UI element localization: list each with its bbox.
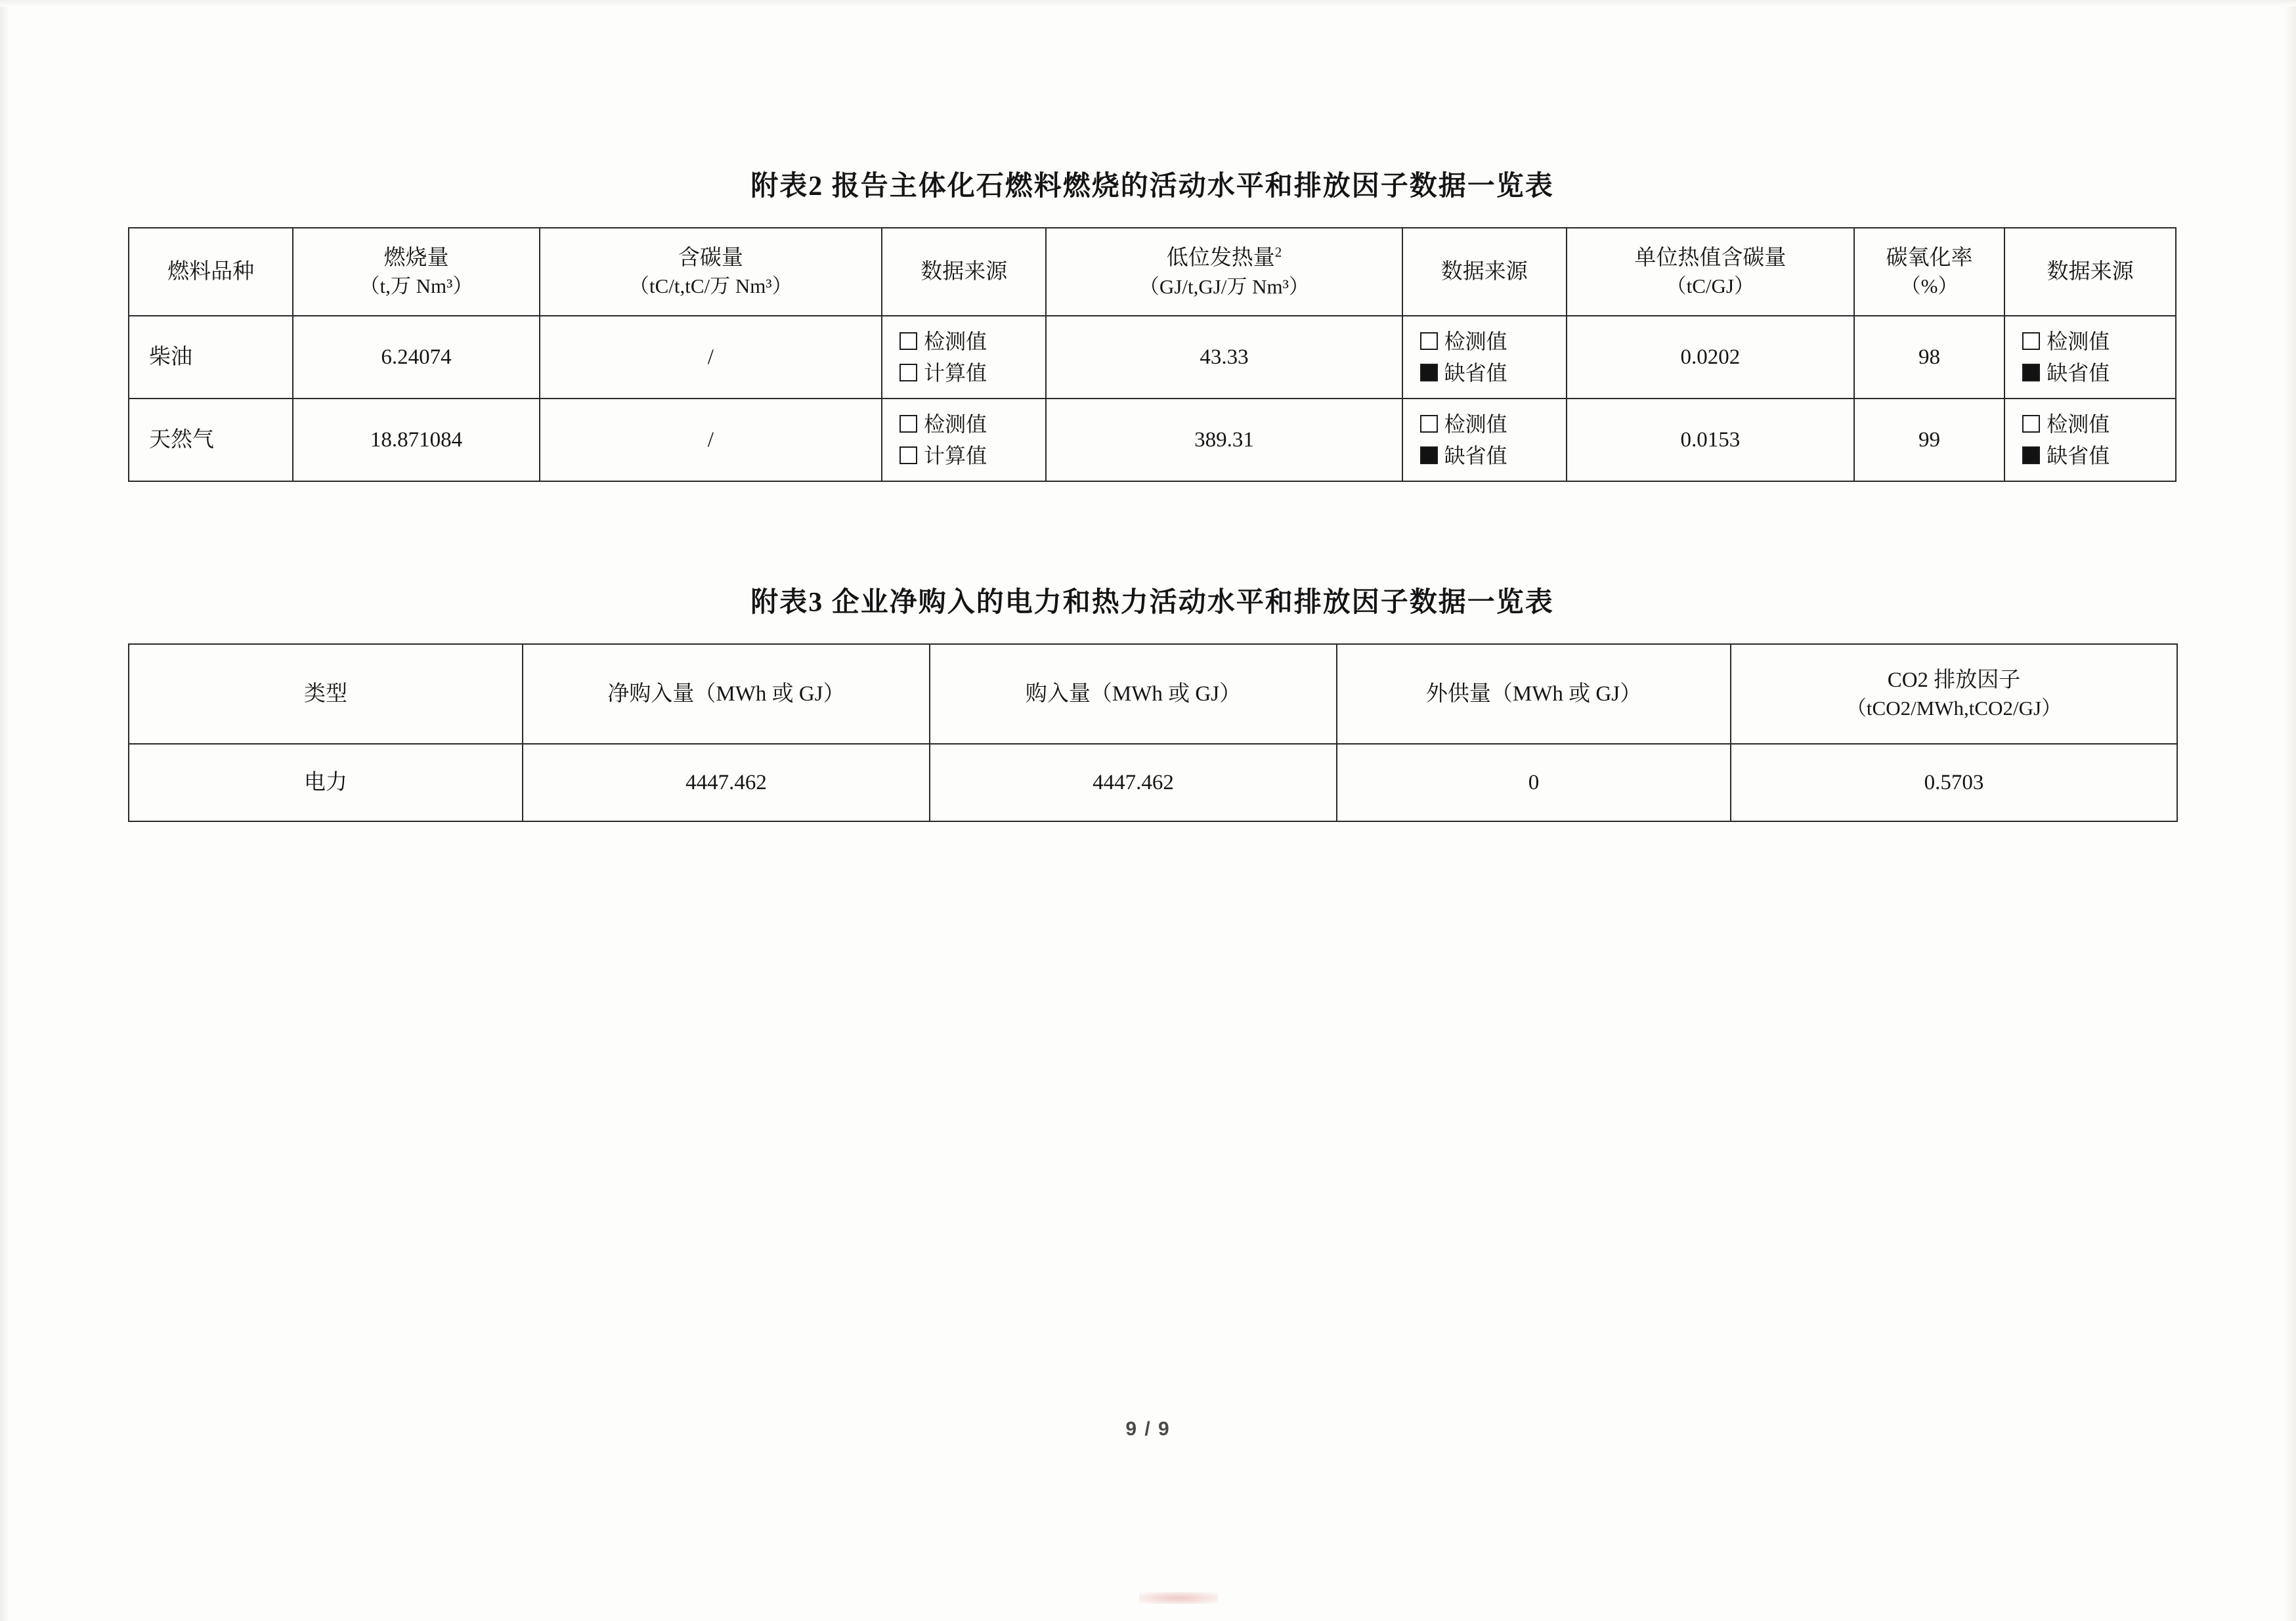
table2-cell-source3 [2004, 316, 2176, 399]
table-row [129, 316, 2176, 399]
source1-option-measured-label: 检测值 [924, 412, 987, 436]
table2-cell-source1 [882, 316, 1046, 399]
table2-cell-source2 [1402, 316, 1567, 399]
table2-header-ncv-line2: （GJ/t,GJ/万 Nm³） [1138, 274, 1309, 298]
table2-cell-fuel: 柴油 [129, 316, 293, 399]
checkbox-unchecked-icon[interactable] [899, 415, 917, 433]
source1-option-calculated[interactable] [899, 357, 1041, 389]
table2-cell-source3 [2004, 399, 2176, 481]
table2-header-source1-line1: 数据来源 [921, 259, 1008, 284]
table2-header-source2-line1: 数据来源 [1440, 259, 1528, 284]
table2-header-source3-line1: 数据来源 [2047, 259, 2134, 284]
checkbox-checked-icon[interactable] [2022, 364, 2040, 381]
table2-cell-source2 [1402, 399, 1567, 481]
table2-cell-fuel: 天然气 [129, 399, 293, 481]
table2-header-oxidation-rate [1854, 228, 2004, 316]
checkbox-checked-icon[interactable] [2022, 446, 2040, 464]
page-number: 9 / 9 [1125, 1418, 1171, 1440]
source2-option-default[interactable] [1420, 357, 1562, 389]
table3-header-net-purchase-line1: 净购入量（MWh 或 GJ） [607, 681, 845, 706]
table2-cell-oxidation-rate: 99 [1854, 399, 2004, 481]
table2-cell-carbon-content: / [540, 399, 882, 481]
table3-header-type-line1: 类型 [304, 681, 347, 706]
table3-header-external-supply-line1: 外供量（MWh 或 GJ） [1425, 681, 1642, 706]
source3-option-default-label: 缺省值 [2047, 361, 2110, 385]
table3-header-emission-factor [1731, 644, 2177, 744]
table2-header-oxidation-rate-line1: 碳氧化率 [1886, 246, 1973, 270]
table3-header-type [129, 644, 523, 744]
table2-header-carbon-content [540, 228, 882, 316]
source3-option-measured[interactable] [2022, 326, 2171, 357]
source2-option-measured-label: 检测值 [1444, 330, 1507, 353]
table2-header-row [129, 228, 2176, 316]
source1-option-calculated[interactable] [899, 440, 1041, 471]
table2-header-carbon-content-line2: （tC/t,tC/万 Nm³） [629, 274, 792, 298]
table2-cell-oxidation-rate: 98 [1854, 316, 2004, 399]
table2-cell-ncv: 389.31 [1046, 399, 1402, 481]
checkbox-unchecked-icon[interactable] [2022, 415, 2040, 433]
table2-cell-ncv: 43.33 [1046, 316, 1402, 399]
table3-header-emission-factor-line2: （tCO2/MWh,tCO2/GJ） [1846, 697, 2062, 720]
source3-option-measured[interactable] [2022, 408, 2171, 440]
source2-option-default[interactable] [1420, 440, 1562, 471]
source1-option-measured-label: 检测值 [924, 330, 987, 353]
checkbox-unchecked-icon[interactable] [899, 446, 917, 464]
table3-header-external-supply [1337, 644, 1731, 744]
table2-cell-carbon-content: / [540, 316, 882, 399]
table2-header-fuel-line1: 燃料品种 [167, 259, 255, 284]
table2-header-source1 [882, 228, 1046, 316]
table2-header-fuel [129, 228, 293, 316]
checkbox-unchecked-icon[interactable] [2022, 332, 2040, 350]
source2-option-measured[interactable] [1420, 326, 1562, 357]
table2-cell-source1 [882, 399, 1046, 481]
source1-option-measured[interactable] [899, 408, 1041, 440]
source1-option-measured[interactable] [899, 326, 1041, 357]
table3-cell-emission-factor: 0.5703 [1731, 744, 2177, 821]
table2-title: 附表2 报告主体化石燃料燃烧的活动水平和排放因子数据一览表 [750, 171, 1554, 202]
scan-edge-left [0, 0, 9, 1621]
table3-header-row [129, 644, 2177, 744]
table2-header-source2 [1402, 228, 1567, 316]
checkbox-checked-icon[interactable] [1420, 364, 1438, 381]
table2-header-ncv-superscript: 2 [1274, 244, 1282, 261]
scan-edge-top [0, 0, 2296, 7]
table3-title: 附表3 企业净购入的电力和热力活动水平和排放因子数据一览表 [750, 588, 1554, 618]
stamp-trace [1139, 1592, 1218, 1604]
table2-cell-carbon-per-heat: 0.0202 [1567, 316, 1854, 399]
table3-cell-external-supply: 0 [1337, 744, 1731, 821]
source2-option-measured[interactable] [1420, 408, 1562, 440]
table2-header-carbon-per-heat [1567, 228, 1854, 316]
source2-option-measured-label: 检测值 [1444, 412, 1507, 436]
section-spacer [128, 482, 2177, 580]
table2-header-carbon-content-line1: 含碳量 [678, 246, 743, 270]
checkbox-unchecked-icon[interactable] [899, 364, 917, 381]
table2-header-combustion [293, 228, 539, 316]
table3-cell-purchase: 4447.462 [930, 744, 1337, 821]
table2-header-combustion-line1: 燃烧量 [383, 246, 449, 270]
table3-cell-type: 电力 [129, 744, 523, 821]
table-row [129, 399, 2176, 481]
source3-option-default[interactable] [2022, 357, 2171, 389]
table2-header-combustion-line2: （t,万 Nm³） [359, 274, 473, 298]
table3-header-net-purchase [523, 644, 930, 744]
scan-edge-right [2284, 0, 2296, 1621]
source3-option-default-label: 缺省值 [2047, 444, 2110, 467]
table2-header-carbon-per-heat-line2: （tC/GJ） [1666, 274, 1754, 298]
table3-header-purchase [930, 644, 1337, 744]
table2-header-carbon-per-heat-line1: 单位热值含碳量 [1634, 246, 1787, 270]
source2-option-default-label: 缺省值 [1444, 444, 1507, 467]
table2-cell-combustion: 6.24074 [293, 316, 539, 399]
table3 [128, 643, 2178, 822]
table2-header-oxidation-rate-line2: （%） [1900, 274, 1959, 298]
document-content [128, 164, 2177, 822]
checkbox-checked-icon[interactable] [1420, 446, 1438, 464]
source2-option-default-label: 缺省值 [1444, 361, 1507, 385]
table-row [129, 744, 2177, 821]
table2-header-ncv-line1: 低位发热量 [1166, 246, 1275, 270]
checkbox-unchecked-icon[interactable] [899, 332, 917, 350]
checkbox-unchecked-icon[interactable] [1420, 332, 1438, 350]
table2 [128, 227, 2177, 482]
source3-option-measured-label: 检测值 [2047, 330, 2110, 353]
source3-option-measured-label: 检测值 [2047, 412, 2110, 436]
checkbox-unchecked-icon[interactable] [1420, 415, 1438, 433]
table3-header-emission-factor-line1: CO2 排放因子 [1887, 668, 2021, 692]
table2-header-ncv [1046, 228, 1402, 316]
table2-cell-carbon-per-heat: 0.0153 [1567, 399, 1854, 481]
table2-cell-combustion: 18.871084 [293, 399, 539, 481]
table3-cell-net-purchase: 4447.462 [523, 744, 930, 821]
source3-option-default[interactable] [2022, 440, 2171, 471]
source1-option-calculated-label: 计算值 [924, 361, 987, 385]
table3-header-purchase-line1: 购入量（MWh 或 GJ） [1025, 681, 1242, 706]
source1-option-calculated-label: 计算值 [924, 444, 987, 467]
table2-header-source3 [2004, 228, 2176, 316]
